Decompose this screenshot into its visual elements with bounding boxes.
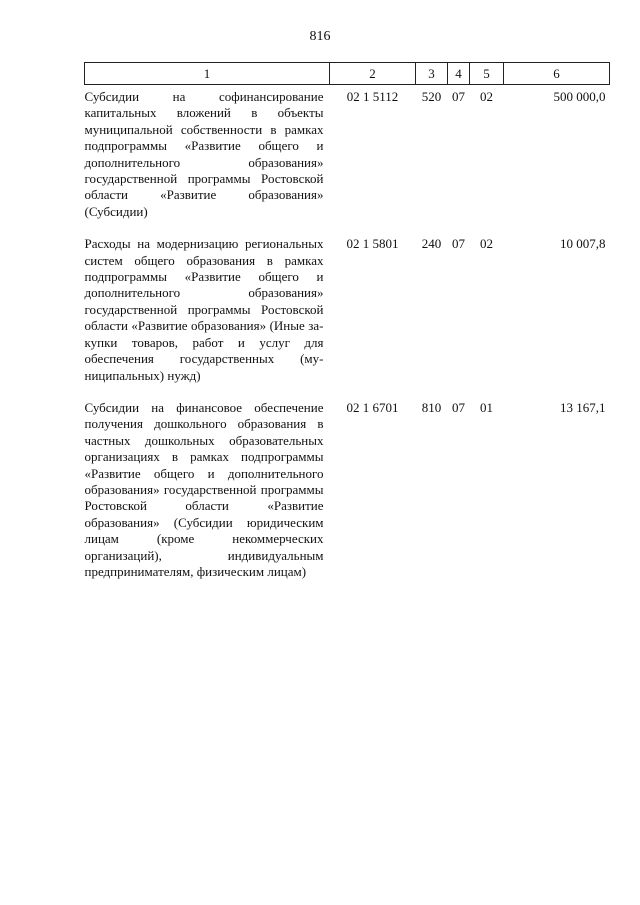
row-expense-type: 520	[421, 89, 442, 104]
header-row	[85, 63, 610, 85]
row-target-code: 02 1 5112	[346, 89, 399, 104]
header-col-4: 4	[448, 63, 470, 85]
row-section: 07	[452, 89, 465, 104]
table-row	[85, 396, 610, 592]
row-subsection: 02	[480, 89, 493, 104]
row-amount: 500 000,0	[553, 89, 606, 104]
table-row	[85, 232, 610, 396]
row-description: Субсидии на софинансирование капитальных вложений в объекты муниципальной собственности в рамках подпрограммы «Развитие общего и дополнительного образования» государственной программы Ростовской области «Развитие образования» (Субсидии)	[84, 89, 324, 219]
row-amount: 10 007,8	[560, 236, 606, 252]
header-col-6: 6	[504, 63, 610, 85]
row-subsection: 01	[480, 399, 493, 415]
table-header	[85, 63, 610, 85]
header-col-5: 5	[470, 63, 504, 85]
row-subsection: 02	[480, 236, 493, 252]
table-body	[85, 85, 610, 593]
header-col-1: 1	[85, 63, 330, 85]
row-expense-type: 810	[421, 399, 442, 415]
row-target-code: 02 1 5801	[346, 236, 399, 252]
page-number: 816	[309, 29, 331, 44]
header-col-3: 3	[416, 63, 448, 85]
row-description: Субсидии на финансовое обеспечение получения дошкольного образования в частных дошкольных образовательных организациях в рамках подпрограммы «Развитие общего и дополнительного образования» государственной программы Ростовской области «Развитие образования» (Субсидии юридическим лицам (кроме некоммерческих организаций), индивидуальным предпринимателям, физическим лицам)	[84, 399, 324, 579]
table-row	[85, 85, 610, 233]
header-col-2: 2	[330, 63, 416, 85]
row-section: 07	[452, 236, 465, 252]
row-description: Расходы на модернизацию региональных систем общего образования в рамках подпрограммы «Развитие общего и дополнительного образования» государственной программы Ростовской области «Развитие образования» (Иные закупки товаров, работ и услуг для обеспечения государственных (муниципальных) нужд)	[84, 236, 324, 383]
row-amount: 13 167,1	[560, 399, 606, 415]
budget-table	[84, 62, 610, 592]
row-section: 07	[452, 399, 465, 415]
row-expense-type: 240	[421, 236, 442, 252]
row-target-code: 02 1 6701	[346, 399, 399, 415]
